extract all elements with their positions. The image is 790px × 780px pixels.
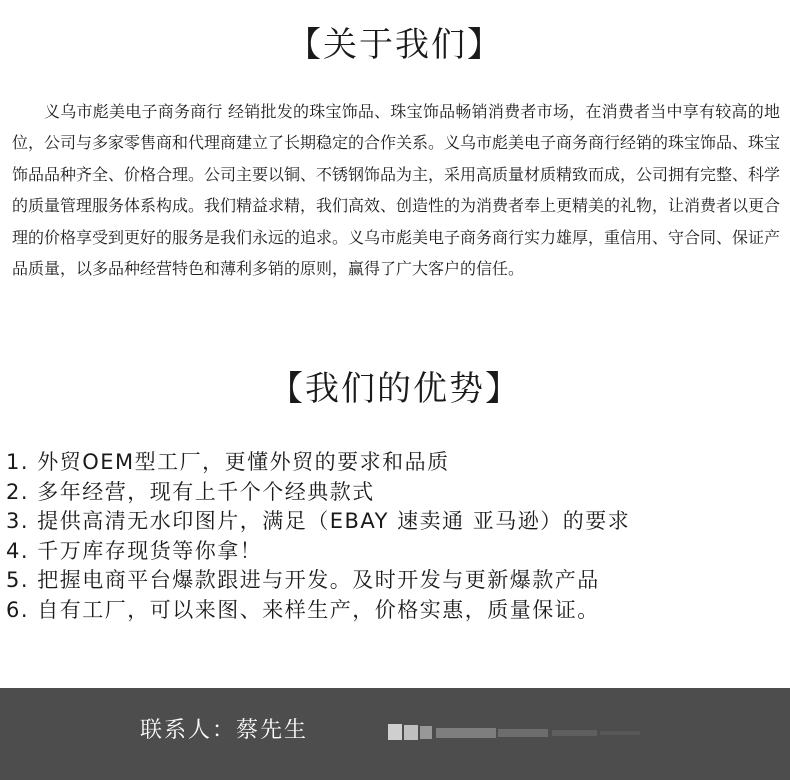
blurred-watermark-icon [388, 722, 648, 744]
list-item: 4. 千万库存现货等你拿！ [6, 538, 263, 563]
list-item: 3. 提供高清无水印图片，满足（EBAY 速卖通 亚马逊）的要求 [6, 509, 631, 534]
list-item: 2. 多年经营，现有上千个个经典款式 [6, 479, 375, 504]
contact-person: 联系人：蔡先生 [140, 718, 309, 743]
advantages-list [6, 448, 786, 626]
list-item: 6. 自有工厂，可以来图、来样生产，价格实惠，质量保证。 [6, 597, 600, 622]
about-us-title: 【关于我们】 [287, 25, 503, 65]
list-item: 1. 外贸OEM型工厂，更懂外贸的要求和品质 [6, 450, 450, 474]
about-us-paragraph: 义乌市彪美电子商务商行 经销批发的珠宝饰品、珠宝饰品畅销消费者市场，在消费者当中享有较高的地位，公司与多家零售商和代理商建立了长期稳定的合作关系。义乌市彪美电子商务商行经销的珠宝饰品、珠宝饰品品种齐全、价格合理。公司主要以铜、不锈钢饰品为主，采用高质量材质精致而成，公司拥有完整、科学的质量管理服务体系构成。我们精益求精，我们高效、创造性的为消费者奉上更精美的礼物，让消费者以更合理的价格享受到更好的服务是我们永远的追求。义乌市彪美电子商务商行实力雄厚，重信用、守合同、保证产品质量，以多品种经营特色和薄利多销的原则，赢得了广大客户的信任。 [12, 102, 781, 279]
our-advantages-title: 【我们的优势】 [269, 369, 521, 409]
list-item: 5. 把握电商平台爆款跟进与开发。及时开发与更新爆款产品 [6, 568, 600, 593]
contact-footer [0, 688, 790, 780]
